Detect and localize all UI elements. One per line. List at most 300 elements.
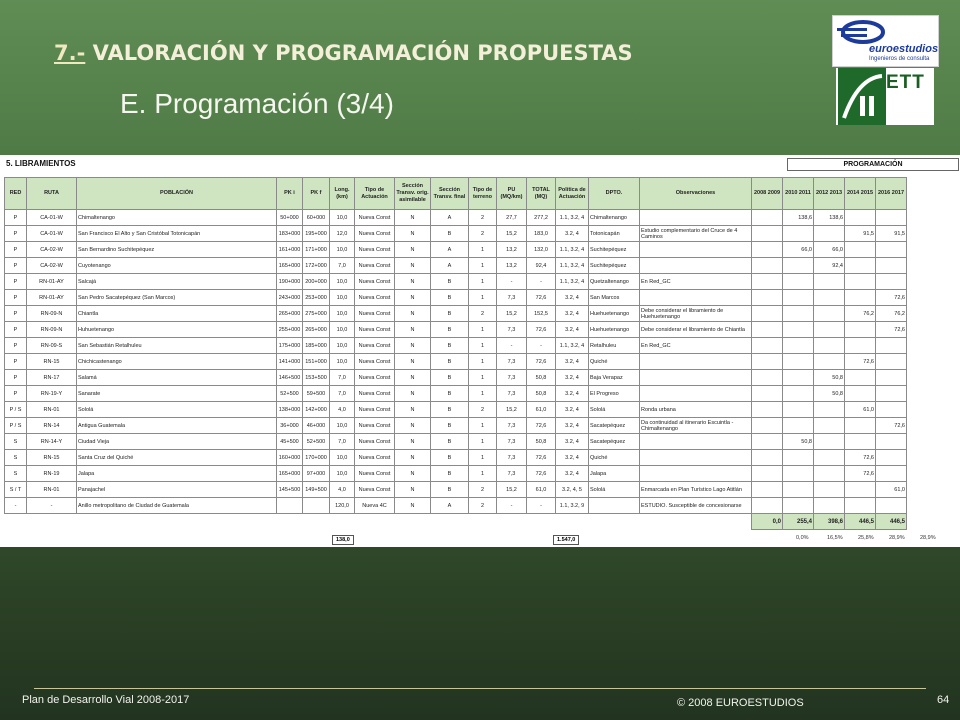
table-cell <box>814 466 845 482</box>
table-cell: Nueva Const <box>355 242 395 258</box>
table-cell: Estudio complementario del Cruce de 4 Caminos <box>640 226 752 242</box>
table-cell: 171+000 <box>303 242 330 258</box>
table-cell: B <box>431 418 469 434</box>
table-row <box>5 258 907 274</box>
table-cell: 15,2 <box>497 226 527 242</box>
table-cell <box>640 386 752 402</box>
table-cell <box>752 402 783 418</box>
table-cell: 27,7 <box>497 210 527 226</box>
table-cell <box>752 242 783 258</box>
table-section-title: 5. LIBRAMIENTOS <box>6 159 76 168</box>
table-cell <box>752 434 783 450</box>
table-cell <box>876 258 907 274</box>
table-cell: 15,2 <box>497 402 527 418</box>
table-cell: 1 <box>469 450 497 466</box>
table-cell: 92,4 <box>814 258 845 274</box>
table-cell: 3.2, 4 <box>556 306 589 322</box>
table-cell: ESTUDIO. Susceptible de concesionarse <box>640 498 752 514</box>
table-cell <box>814 290 845 306</box>
table-cell <box>845 258 876 274</box>
table-row <box>5 306 907 322</box>
footer-plan: Plan de Desarrollo Vial 2008-2017 <box>22 694 190 706</box>
table-cell: P <box>5 386 27 402</box>
table-cell: Antigua Guatemala <box>77 418 277 434</box>
column-header: RUTA <box>27 178 77 210</box>
table-cell: Nueva Const <box>355 482 395 498</box>
table-cell: N <box>395 338 431 354</box>
table-cell: S <box>5 466 27 482</box>
table-cell: B <box>431 274 469 290</box>
table-cell: 12,0 <box>330 226 355 242</box>
table-cell <box>752 450 783 466</box>
table-cell: 7,3 <box>497 354 527 370</box>
ett-logo <box>836 68 934 125</box>
table-cell: RN-09-N <box>27 306 77 322</box>
table-cell <box>783 386 814 402</box>
table-cell: N <box>395 322 431 338</box>
table-cell <box>814 434 845 450</box>
table-cell <box>783 322 814 338</box>
libramientos-panel <box>0 155 960 547</box>
slide-subtitle: E. Programación (3/4) <box>120 88 394 119</box>
table-cell: 50,8 <box>814 386 845 402</box>
total-cell: 446,5 <box>876 514 907 530</box>
section-heading <box>54 41 633 65</box>
table-cell <box>752 226 783 242</box>
table-cell: 72,6 <box>845 354 876 370</box>
table-cell <box>752 418 783 434</box>
column-header: 2016 2017 <box>876 178 907 210</box>
table-cell: B <box>431 306 469 322</box>
totals-spacer <box>395 514 431 530</box>
table-cell: En Red_GC <box>640 338 752 354</box>
table-cell: N <box>395 402 431 418</box>
table-cell: 1 <box>469 322 497 338</box>
table-cell: 3.2, 4 <box>556 402 589 418</box>
table-cell: 10,0 <box>330 242 355 258</box>
column-header: Observaciones <box>640 178 752 210</box>
table-cell: B <box>431 290 469 306</box>
table-cell: 145+500 <box>277 482 303 498</box>
table-cell: 1 <box>469 242 497 258</box>
table-cell: 72,6 <box>845 466 876 482</box>
table-cell: 1 <box>469 274 497 290</box>
table-cell: 10,0 <box>330 306 355 322</box>
column-header: Long. (km) <box>330 178 355 210</box>
table-cell: 60+000 <box>303 210 330 226</box>
table-cell: 1 <box>469 370 497 386</box>
table-cell: 165+000 <box>277 466 303 482</box>
table-cell <box>752 338 783 354</box>
table-cell <box>783 290 814 306</box>
table-cell: 10,0 <box>330 418 355 434</box>
table-cell: - <box>497 274 527 290</box>
table-cell <box>640 450 752 466</box>
table-cell: 1 <box>469 354 497 370</box>
table-cell <box>876 370 907 386</box>
table-cell: 66,0 <box>814 242 845 258</box>
table-cell <box>783 466 814 482</box>
table-header-row <box>5 178 907 210</box>
table-cell <box>752 466 783 482</box>
table-cell: 59+500 <box>303 386 330 402</box>
table-row <box>5 354 907 370</box>
table-cell: Nueva Const <box>355 210 395 226</box>
table-cell: RN-09-N <box>27 322 77 338</box>
table-cell: P / S <box>5 402 27 418</box>
table-cell: 275+000 <box>303 306 330 322</box>
footer-divider <box>34 688 926 689</box>
table-row <box>5 290 907 306</box>
table-cell <box>277 498 303 514</box>
table-cell: 138+000 <box>277 402 303 418</box>
table-cell: B <box>431 354 469 370</box>
table-cell: 72,6 <box>876 418 907 434</box>
table-cell: RN-17 <box>27 370 77 386</box>
table-cell: San Bernardino Suchitepéquez <box>77 242 277 258</box>
column-header: RED <box>5 178 27 210</box>
table-cell: Suchitepéquez <box>589 258 640 274</box>
table-cell: N <box>395 498 431 514</box>
long-sum-box: 138,0 <box>332 535 354 545</box>
table-cell: 7,3 <box>497 386 527 402</box>
table-cell: RN-14-Y <box>27 434 77 450</box>
table-cell: 72,6 <box>845 450 876 466</box>
totals-spacer <box>277 514 303 530</box>
table-cell: RN-19-Y <box>27 386 77 402</box>
table-cell: - <box>497 498 527 514</box>
table-cell: Sololá <box>589 482 640 498</box>
table-cell: - <box>5 498 27 514</box>
table-row <box>5 450 907 466</box>
table-cell <box>876 498 907 514</box>
table-cell: CA-01-W <box>27 210 77 226</box>
table-cell: RN-19 <box>27 466 77 482</box>
table-row <box>5 274 907 290</box>
table-cell: B <box>431 386 469 402</box>
table-cell: Suchitepéquez <box>589 242 640 258</box>
table-cell <box>640 290 752 306</box>
column-header: Tipo de Actuación <box>355 178 395 210</box>
table-cell: RN-01-AY <box>27 274 77 290</box>
table-cell: 3.2, 4 <box>556 450 589 466</box>
total-sum-box: 1.547,0 <box>553 535 579 545</box>
table-cell: Nueva Const <box>355 258 395 274</box>
table-cell <box>845 482 876 498</box>
table-cell: 72,6 <box>527 418 556 434</box>
totals-spacer <box>497 514 527 530</box>
table-cell: A <box>431 210 469 226</box>
table-row <box>5 402 907 418</box>
table-cell: 10,0 <box>330 322 355 338</box>
table-cell: 10,0 <box>330 450 355 466</box>
table-cell: 45+500 <box>277 434 303 450</box>
table-cell: 141+000 <box>277 354 303 370</box>
table-cell <box>876 450 907 466</box>
table-row <box>5 386 907 402</box>
table-cell: Nueva Const <box>355 434 395 450</box>
table-cell <box>640 434 752 450</box>
table-cell <box>589 498 640 514</box>
table-cell: P <box>5 290 27 306</box>
table-cell <box>845 498 876 514</box>
table-cell: 1.1, 3.2, 4 <box>556 338 589 354</box>
table-cell: 3.2, 4 <box>556 466 589 482</box>
euroestudios-brand: euroestudios <box>869 43 939 55</box>
column-header: PK f <box>303 178 330 210</box>
euroestudios-swirl-icon <box>837 19 885 45</box>
table-cell: Santa Cruz del Quiché <box>77 450 277 466</box>
table-cell <box>814 274 845 290</box>
table-cell <box>752 290 783 306</box>
table-row <box>5 434 907 450</box>
table-cell <box>752 322 783 338</box>
table-cell: 265+000 <box>277 306 303 322</box>
table-cell: Nueva Const <box>355 290 395 306</box>
column-header: Sección Transv. orig. asimilable <box>395 178 431 210</box>
table-cell <box>814 306 845 322</box>
table-cell <box>752 274 783 290</box>
table-cell <box>783 306 814 322</box>
table-cell <box>640 370 752 386</box>
table-cell: 1 <box>469 434 497 450</box>
table-cell: P <box>5 210 27 226</box>
table-cell: 7,0 <box>330 434 355 450</box>
table-cell: 7,3 <box>497 434 527 450</box>
table-cell: B <box>431 466 469 482</box>
table-cell: 2 <box>469 306 497 322</box>
totals-spacer <box>330 514 355 530</box>
table-cell <box>752 306 783 322</box>
table-cell: 3.2, 4 <box>556 370 589 386</box>
table-cell: 1.1, 3.2, 4 <box>556 242 589 258</box>
table-cell: Sacatepéquez <box>589 434 640 450</box>
column-header: POBLACIÓN <box>77 178 277 210</box>
table-cell: - <box>527 338 556 354</box>
table-cell: B <box>431 482 469 498</box>
table-cell: En Red_GC <box>640 274 752 290</box>
column-header: Sección Transv. final <box>431 178 469 210</box>
table-cell: 3.2, 4 <box>556 354 589 370</box>
table-cell: 52+500 <box>277 386 303 402</box>
table-cell: B <box>431 338 469 354</box>
table-cell: 10,0 <box>330 466 355 482</box>
table-cell: Ronda urbana <box>640 402 752 418</box>
programacion-header: PROGRAMACIÓN <box>787 158 959 171</box>
table-cell: 170+000 <box>303 450 330 466</box>
column-header: Tipo de terreno <box>469 178 497 210</box>
column-header: DPTO. <box>589 178 640 210</box>
pct-2014: 28,9% <box>889 535 905 541</box>
table-cell: 1 <box>469 258 497 274</box>
table-cell: Debe considerar el libramiento de Huehuetenango <box>640 306 752 322</box>
totals-spacer <box>5 514 27 530</box>
table-cell <box>640 354 752 370</box>
table-cell <box>845 370 876 386</box>
table-cell <box>752 370 783 386</box>
table-cell: - <box>527 498 556 514</box>
table-cell: N <box>395 354 431 370</box>
table-cell: 142+000 <box>303 402 330 418</box>
table-cell: Salcajá <box>77 274 277 290</box>
table-cell <box>783 274 814 290</box>
table-cell <box>845 290 876 306</box>
table-cell: 183,0 <box>527 226 556 242</box>
table-cell <box>640 258 752 274</box>
table-cell <box>876 466 907 482</box>
table-cell <box>783 370 814 386</box>
table-cell <box>783 402 814 418</box>
table-cell <box>876 402 907 418</box>
table-cell: 66,0 <box>783 242 814 258</box>
table-cell: 277,2 <box>527 210 556 226</box>
table-cell: Cuyotenango <box>77 258 277 274</box>
table-cell: 183+000 <box>277 226 303 242</box>
table-cell <box>876 386 907 402</box>
table-cell: RN-01 <box>27 482 77 498</box>
table-cell: 92,4 <box>527 258 556 274</box>
table-cell: 10,0 <box>330 354 355 370</box>
table-cell <box>783 498 814 514</box>
table-cell <box>814 226 845 242</box>
table-cell: 15,2 <box>497 306 527 322</box>
table-cell: Quiché <box>589 354 640 370</box>
table-cell: B <box>431 322 469 338</box>
footer-copyright: © 2008 EUROESTUDIOS <box>677 697 804 709</box>
ett-emblem-icon <box>838 68 886 125</box>
table-cell: Jalapa <box>77 466 277 482</box>
table-cell: RN-01 <box>27 402 77 418</box>
table-cell: 7,3 <box>497 466 527 482</box>
table-cell: A <box>431 258 469 274</box>
table-row <box>5 418 907 434</box>
table-cell: 1 <box>469 338 497 354</box>
table-cell: 15,2 <box>497 482 527 498</box>
table-cell: 10,0 <box>330 338 355 354</box>
table-cell: 50,8 <box>783 434 814 450</box>
totals-spacer <box>527 514 556 530</box>
table-cell: P <box>5 226 27 242</box>
table-cell: 161+000 <box>277 242 303 258</box>
column-header: PU (MQ/km) <box>497 178 527 210</box>
table-cell: P <box>5 274 27 290</box>
table-cell <box>752 210 783 226</box>
table-row <box>5 338 907 354</box>
table-cell: 13,2 <box>497 242 527 258</box>
table-cell: S <box>5 450 27 466</box>
table-cell: 1 <box>469 418 497 434</box>
table-cell: B <box>431 226 469 242</box>
table-cell: 50+000 <box>277 210 303 226</box>
table-cell: 243+000 <box>277 290 303 306</box>
table-cell: Chimaltenango <box>77 210 277 226</box>
table-cell: 76,2 <box>845 306 876 322</box>
heading-number: 7.- <box>54 41 86 65</box>
totals-spacer <box>27 514 77 530</box>
column-header: 2010 2011 <box>783 178 814 210</box>
table-cell: San Pedro Sacatepéquez (San Marcos) <box>77 290 277 306</box>
table-cell: B <box>431 402 469 418</box>
table-cell <box>845 322 876 338</box>
table-cell: 1 <box>469 386 497 402</box>
table-cell: 72,6 <box>527 450 556 466</box>
table-cell: A <box>431 242 469 258</box>
table-cell <box>814 450 845 466</box>
table-cell <box>876 354 907 370</box>
table-cell: 7,3 <box>497 418 527 434</box>
table-cell: 146+500 <box>277 370 303 386</box>
table-cell: 52+500 <box>303 434 330 450</box>
table-cell <box>783 354 814 370</box>
table-cell: Nueva Const <box>355 354 395 370</box>
table-cell: Nueva Const <box>355 450 395 466</box>
table-cell <box>876 274 907 290</box>
table-cell: 72,6 <box>876 290 907 306</box>
table-cell: 1.1, 3.2, 4 <box>556 258 589 274</box>
table-cell: 190+000 <box>277 274 303 290</box>
table-cell: P <box>5 242 27 258</box>
table-cell: Nueva Const <box>355 306 395 322</box>
table-cell: Nueva Const <box>355 322 395 338</box>
table-cell: Nueva Const <box>355 402 395 418</box>
table-cell: Enmarcada en Plan Turístico Lago Atitlán <box>640 482 752 498</box>
column-header: TOTAL (MQ) <box>527 178 556 210</box>
table-cell: 46+000 <box>303 418 330 434</box>
table-cell: 7,3 <box>497 290 527 306</box>
table-cell <box>783 226 814 242</box>
table-cell: Anillo metropolitano de Ciudad de Guatemala <box>77 498 277 514</box>
table-cell <box>814 322 845 338</box>
column-header: 2008 2009 <box>752 178 783 210</box>
table-cell: 152,5 <box>527 306 556 322</box>
table-cell <box>752 258 783 274</box>
table-cell: Jalapa <box>589 466 640 482</box>
table-cell: 50,8 <box>527 434 556 450</box>
table-cell: 7,3 <box>497 322 527 338</box>
table-cell: N <box>395 386 431 402</box>
table-cell: 2 <box>469 498 497 514</box>
table-cell: 175+000 <box>277 338 303 354</box>
table-cell: P / S <box>5 418 27 434</box>
table-cell: 4,0 <box>330 482 355 498</box>
table-cell: N <box>395 290 431 306</box>
table-cell: 91,5 <box>845 226 876 242</box>
total-cell: 0,0 <box>752 514 783 530</box>
table-cell: CA-01-W <box>27 226 77 242</box>
table-cell: 1 <box>469 290 497 306</box>
table-cell: 61,0 <box>527 482 556 498</box>
table-cell <box>814 498 845 514</box>
table-cell: 253+000 <box>303 290 330 306</box>
table-cell <box>814 354 845 370</box>
table-cell: 149+500 <box>303 482 330 498</box>
table-cell: 50,8 <box>527 370 556 386</box>
table-cell <box>640 242 752 258</box>
table-cell: Totonicapán <box>589 226 640 242</box>
table-cell: Salamá <box>77 370 277 386</box>
table-cell: 1.1, 3.2, 4 <box>556 274 589 290</box>
table-cell: RN-14 <box>27 418 77 434</box>
table-cell: 2 <box>469 402 497 418</box>
table-cell: N <box>395 418 431 434</box>
table-cell: B <box>431 450 469 466</box>
table-cell: 3.2, 4 <box>556 418 589 434</box>
table-cell: N <box>395 210 431 226</box>
table-cell: 4,0 <box>330 402 355 418</box>
table-cell <box>845 210 876 226</box>
table-cell: 185+000 <box>303 338 330 354</box>
total-cell: 398,6 <box>814 514 845 530</box>
